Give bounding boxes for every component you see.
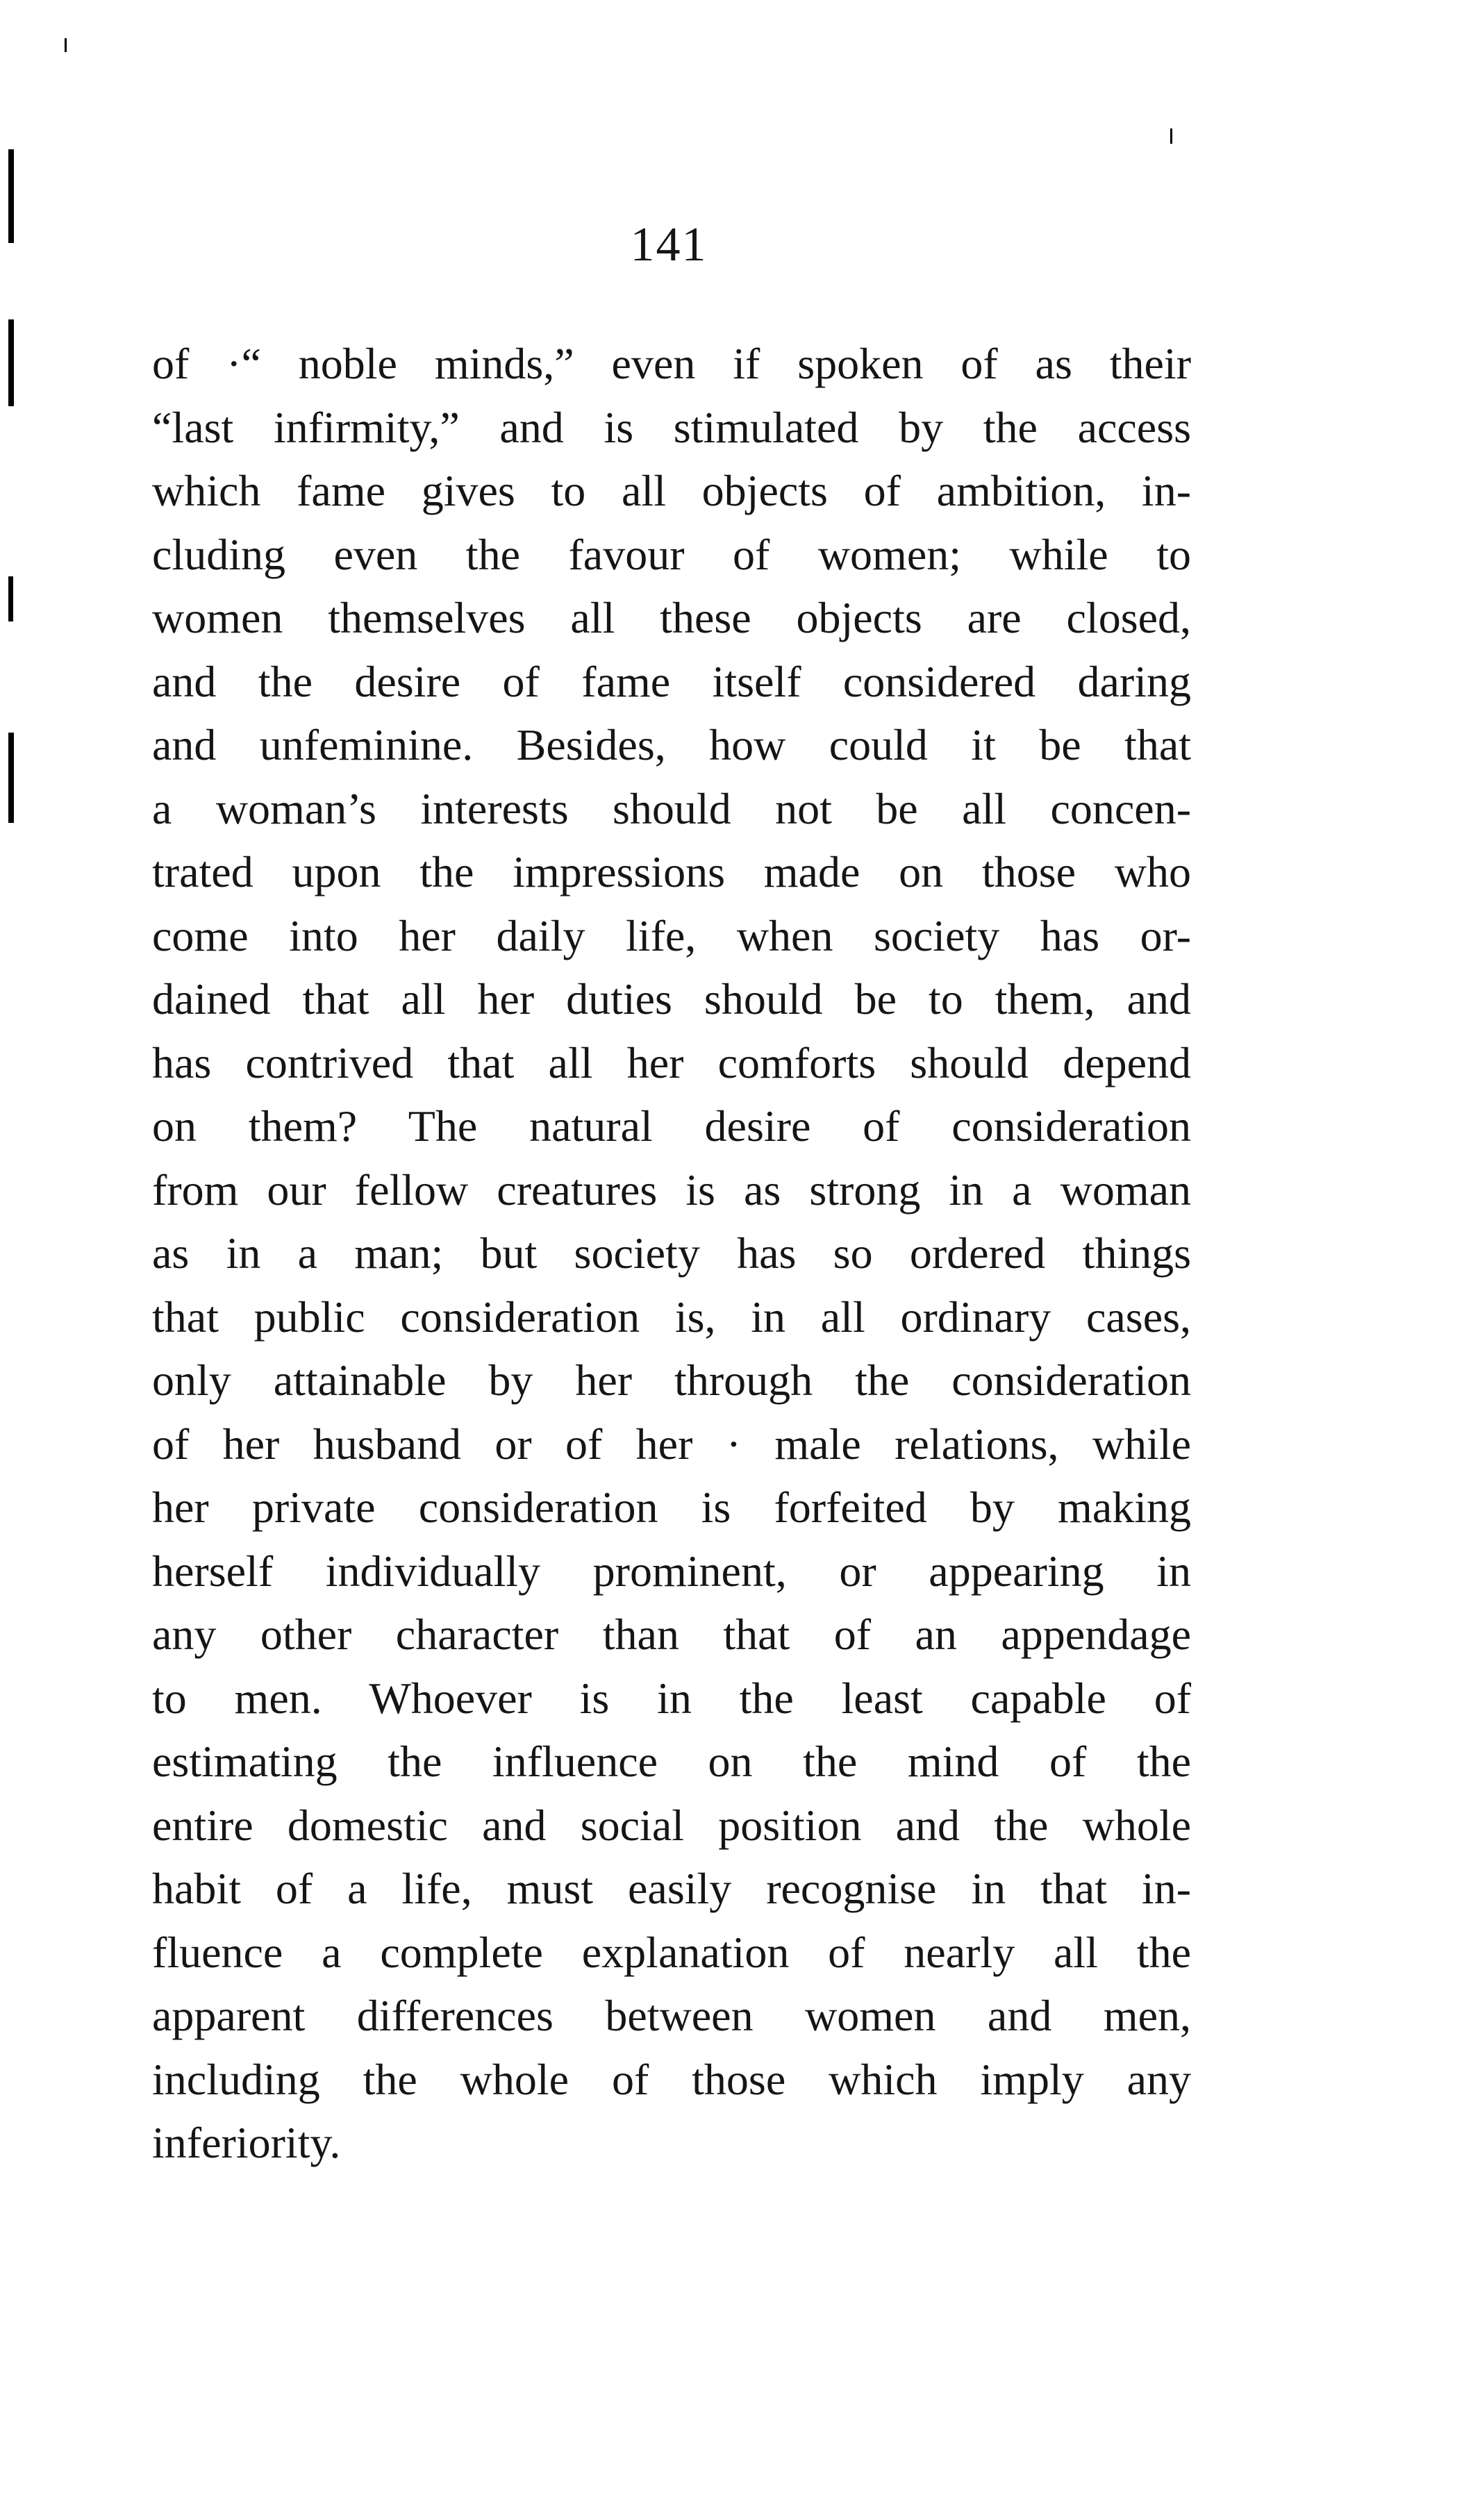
text-line: entire domestic and social position and the whole bbox=[152, 1800, 1191, 1850]
text-line: fluence a complete explanation of nearly all the bbox=[152, 1927, 1191, 1977]
text-line: and the desire of fame itself considered daring bbox=[152, 656, 1191, 706]
scan-mark bbox=[8, 733, 14, 823]
text-line: women themselves all these objects are closed, bbox=[152, 593, 1191, 642]
text-line: a woman’s interests should not be all concen- bbox=[152, 783, 1191, 833]
text-line: only attainable by her through the consideration bbox=[152, 1355, 1191, 1405]
text-line: of ·“ noble minds,” even if spoken of as their bbox=[152, 339, 1191, 388]
text-line: that public consideration is, in all ordinary cases, bbox=[152, 1292, 1191, 1342]
text-line: estimating the influence on the mind of the bbox=[152, 1737, 1191, 1786]
text-line: herself individually prominent, or appearing in bbox=[152, 1546, 1191, 1596]
text-line: come into her daily life, when society has or- bbox=[152, 910, 1191, 960]
text-line: of her husband or of her · male relations, while bbox=[152, 1419, 1191, 1469]
text-line: trated upon the impressions made on those who bbox=[152, 847, 1191, 896]
text-line: apparent differences between women and men, bbox=[152, 1991, 1191, 2040]
text-line: from our fellow creatures is as strong in a woman bbox=[152, 1165, 1191, 1215]
text-line: which fame gives to all objects of ambition, in- bbox=[152, 466, 1191, 515]
text-line: as in a man; but society has so ordered things bbox=[152, 1228, 1191, 1278]
text-line: and unfeminine. Besides, how could it be that bbox=[152, 720, 1191, 769]
scan-mark bbox=[8, 319, 14, 406]
page-number: 141 bbox=[630, 218, 708, 272]
text-line: cluding even the favour of women; while to bbox=[152, 529, 1191, 579]
text-line: has contrived that all her comforts should depend bbox=[152, 1037, 1191, 1087]
text-line: “last infirmity,” and is stimulated by the access bbox=[152, 402, 1191, 452]
text-line: her private consideration is forfeited by making bbox=[152, 1483, 1191, 1532]
scan-mark bbox=[65, 38, 67, 52]
text-line: to men. Whoever is in the least capable of bbox=[152, 1673, 1191, 1723]
scan-mark bbox=[8, 576, 13, 621]
scan-mark bbox=[1170, 128, 1172, 144]
text-line: inferiority. bbox=[152, 2118, 341, 2167]
text-line: dained that all her duties should be to them, and bbox=[152, 974, 1191, 1024]
body-text bbox=[152, 332, 1191, 2175]
text-line: habit of a life, must easily recognise in that in- bbox=[152, 1864, 1191, 1913]
text-line: any other character than that of an appendage bbox=[152, 1610, 1191, 1659]
text-line: on them? The natural desire of consideration bbox=[152, 1101, 1191, 1151]
text-line: including the whole of those which imply any bbox=[152, 2054, 1191, 2104]
